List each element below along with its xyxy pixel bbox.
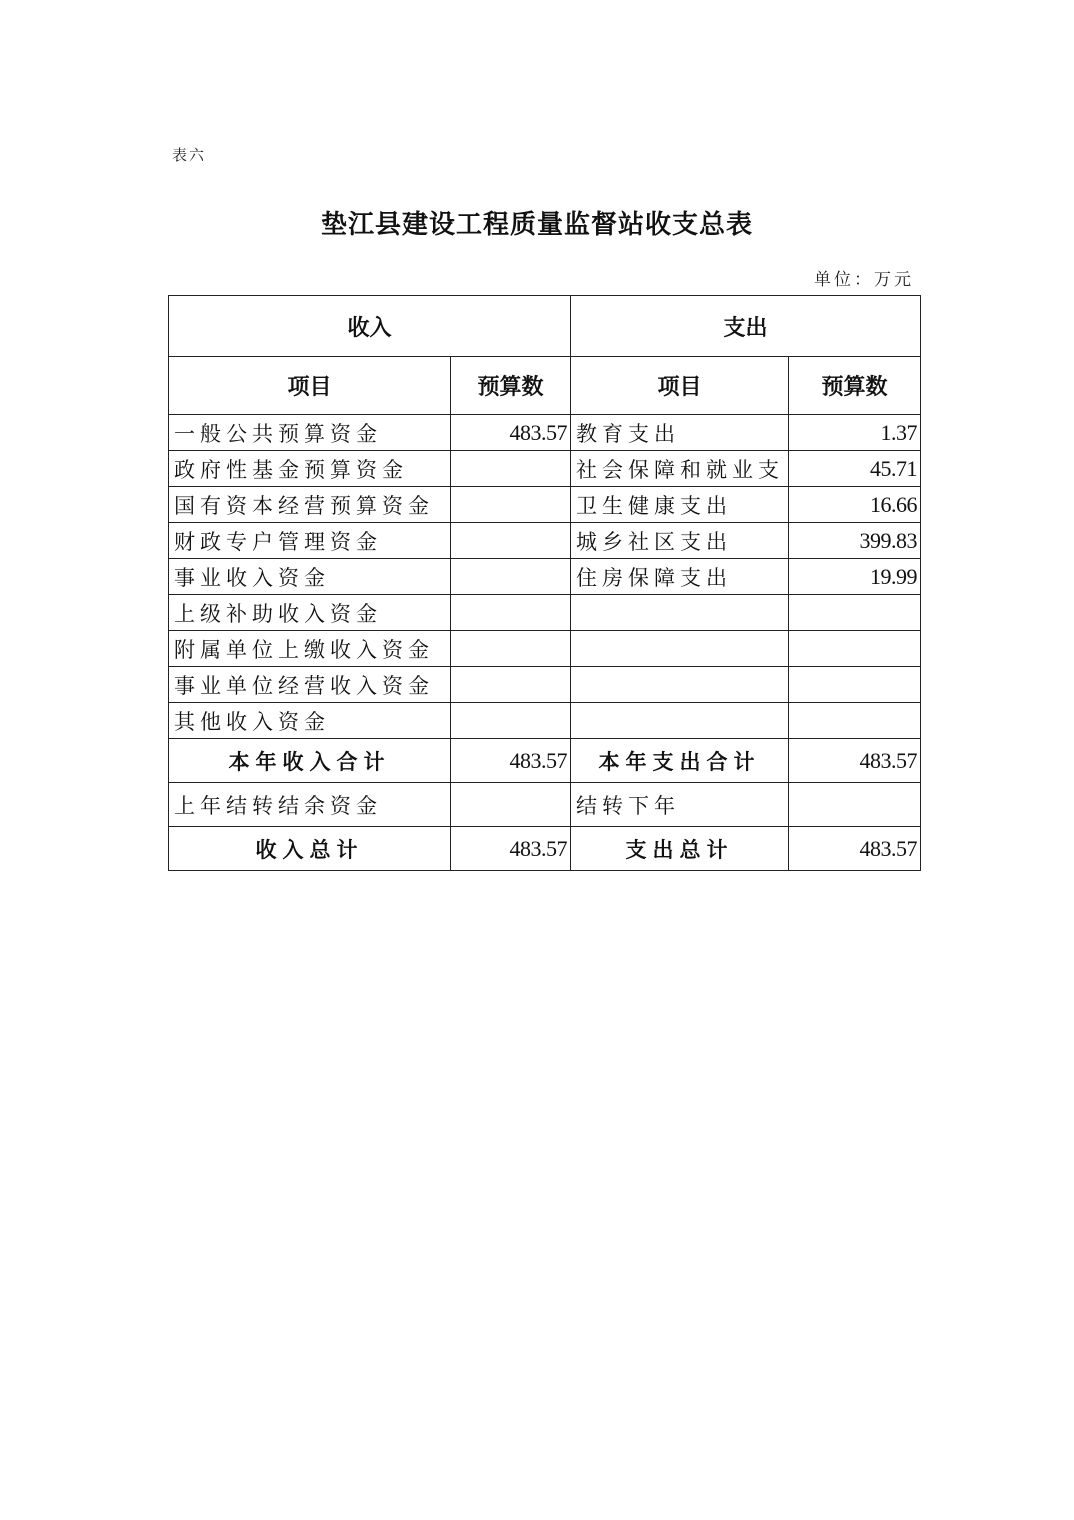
expense-value: 45.71: [789, 451, 921, 487]
carry-forward-label: 结转下年: [571, 783, 789, 827]
expense-value: [789, 595, 921, 631]
group-header-row: [169, 296, 921, 357]
expense-item: 城乡社区支出: [571, 523, 789, 559]
income-item: 国有资本经营预算资金: [169, 487, 451, 523]
income-value: [451, 451, 571, 487]
column-header-row: [169, 357, 921, 415]
table-row: [169, 523, 921, 559]
income-item: 财政专户管理资金: [169, 523, 451, 559]
year-income-total-value: 483.57: [451, 739, 571, 783]
income-value: [451, 595, 571, 631]
prior-year-carryover-value: [451, 783, 571, 827]
income-item-column-header: 项目: [169, 357, 451, 415]
expense-value: 16.66: [789, 487, 921, 523]
income-item: 事业收入资金: [169, 559, 451, 595]
income-value: 483.57: [451, 415, 571, 451]
unit-note: 单位：万元: [814, 270, 914, 290]
expense-item: [571, 667, 789, 703]
table-row: [169, 451, 921, 487]
expense-budget-column-header: 预算数: [789, 357, 921, 415]
expense-group-header: 支出: [571, 296, 921, 357]
income-value: [451, 631, 571, 667]
table-row: [169, 415, 921, 451]
year-total-row: [169, 739, 921, 783]
expense-item: 卫生健康支出: [571, 487, 789, 523]
income-value: [451, 667, 571, 703]
income-item: 政府性基金预算资金: [169, 451, 451, 487]
table-row: [169, 559, 921, 595]
income-item: 一般公共预算资金: [169, 415, 451, 451]
table-row: [169, 595, 921, 631]
income-item: 附属单位上缴收入资金: [169, 631, 451, 667]
table-number-label: 表六: [172, 146, 207, 164]
income-value: [451, 559, 571, 595]
year-expense-total-label: 本年支出合计: [571, 739, 789, 783]
table-row: [169, 703, 921, 739]
year-income-total-label: 本年收入合计: [169, 739, 451, 783]
income-item: 上级补助收入资金: [169, 595, 451, 631]
table-row: [169, 487, 921, 523]
grand-total-row: [169, 827, 921, 871]
expense-value: [789, 703, 921, 739]
expense-item: [571, 703, 789, 739]
carryover-row: [169, 783, 921, 827]
year-expense-total-value: 483.57: [789, 739, 921, 783]
expense-value: 399.83: [789, 523, 921, 559]
expense-item-column-header: 项目: [571, 357, 789, 415]
expense-value: 1.37: [789, 415, 921, 451]
income-budget-column-header: 预算数: [451, 357, 571, 415]
income-value: [451, 487, 571, 523]
expense-item: [571, 595, 789, 631]
income-item: 事业单位经营收入资金: [169, 667, 451, 703]
income-grand-total-label: 收入总计: [169, 827, 451, 871]
expense-grand-total-value: 483.57: [789, 827, 921, 871]
income-value: [451, 523, 571, 559]
table-row: [169, 631, 921, 667]
expense-grand-total-label: 支出总计: [571, 827, 789, 871]
expense-item: 社会保障和就业支: [571, 451, 789, 487]
income-item: 其他收入资金: [169, 703, 451, 739]
prior-year-carryover-label: 上年结转结余资金: [169, 783, 451, 827]
expense-value: 19.99: [789, 559, 921, 595]
income-value: [451, 703, 571, 739]
expense-item: [571, 631, 789, 667]
budget-summary-table: [168, 295, 921, 871]
expense-value: [789, 667, 921, 703]
table-row: [169, 667, 921, 703]
expense-item: 教育支出: [571, 415, 789, 451]
document-title: 垫江县建设工程质量监督站收支总表: [320, 210, 753, 240]
income-grand-total-value: 483.57: [451, 827, 571, 871]
income-group-header: 收入: [169, 296, 571, 357]
carry-forward-value: [789, 783, 921, 827]
expense-item: 住房保障支出: [571, 559, 789, 595]
expense-value: [789, 631, 921, 667]
